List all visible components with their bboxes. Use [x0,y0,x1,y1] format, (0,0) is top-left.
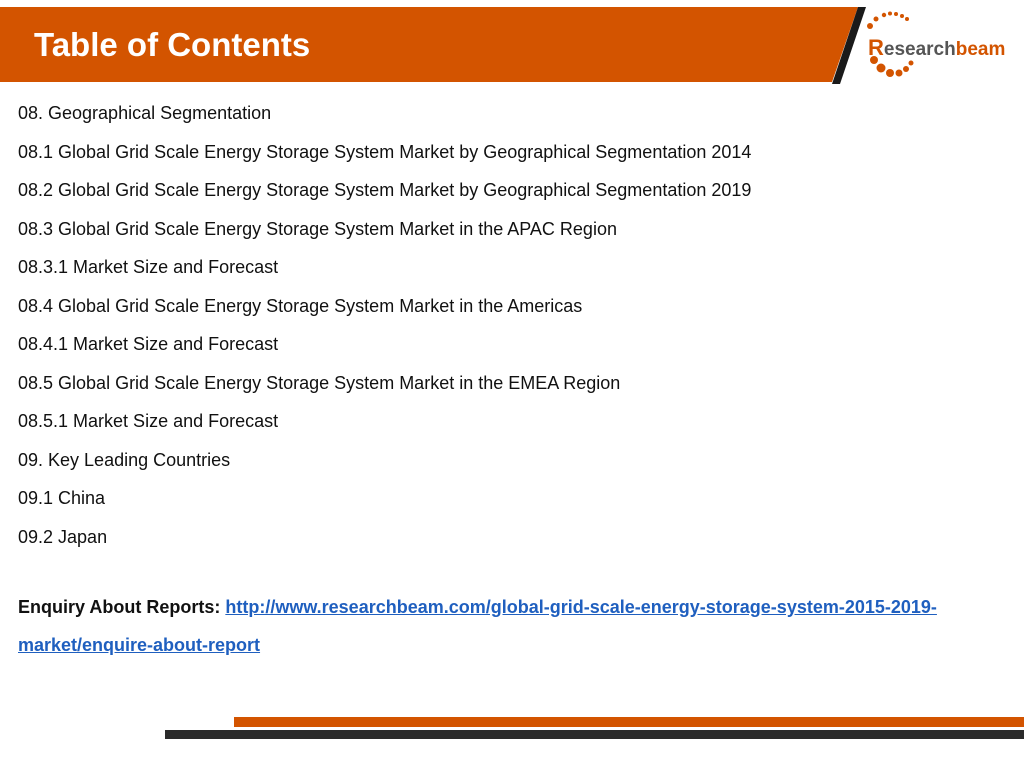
logo-beam: beam [955,39,1006,60]
toc-item: 09. Key Leading Countries [18,449,231,470]
toc-item: 09.2 Japan [18,526,108,547]
footer-orange-bar [234,717,1024,727]
toc-item: 08.5.1 Market Size and Forecast [18,411,279,431]
researchbeam-logo[interactable] [864,10,1014,86]
toc-item: 08.4 Global Grid Scale Energy Storage System Market in the Americas [18,295,583,316]
toc-item: 08.3.1 Market Size and Forecast [18,257,279,277]
logo-r: R [868,35,884,60]
toc-item: 08.5 Global Grid Scale Energy Storage System Market in the EMEA Region [18,372,621,393]
toc-item: 08. Geographical Segmentation [18,103,272,123]
toc-item: 08.4.1 Market Size and Forecast [18,334,279,354]
enquiry-label: Enquiry About Reports: [18,597,221,617]
enquiry-link[interactable]: http://www.researchbeam.com/global-grid-scale-energy-storage-system-2015-2019-market/enquire-about-report [18,597,937,655]
toc-item: 08.3 Global Grid Scale Energy Storage System Market in the APAC Region [18,218,617,239]
logo-search: esearch [883,39,956,60]
logo-wordmark [868,35,1005,61]
toc-item: 08.1 Global Grid Scale Energy Storage System Market by Geographical Segmentation 2014 [18,141,752,162]
toc-item: 08.2 Global Grid Scale Energy Storage System Market by Geographical Segmentation 2019 [18,180,752,200]
page-title: Table of Contents [34,26,311,63]
enquiry-block [18,588,978,664]
toc-item: 09.1 China [18,488,106,508]
toc-list [18,94,751,556]
footer-dark-bar [165,730,1024,739]
